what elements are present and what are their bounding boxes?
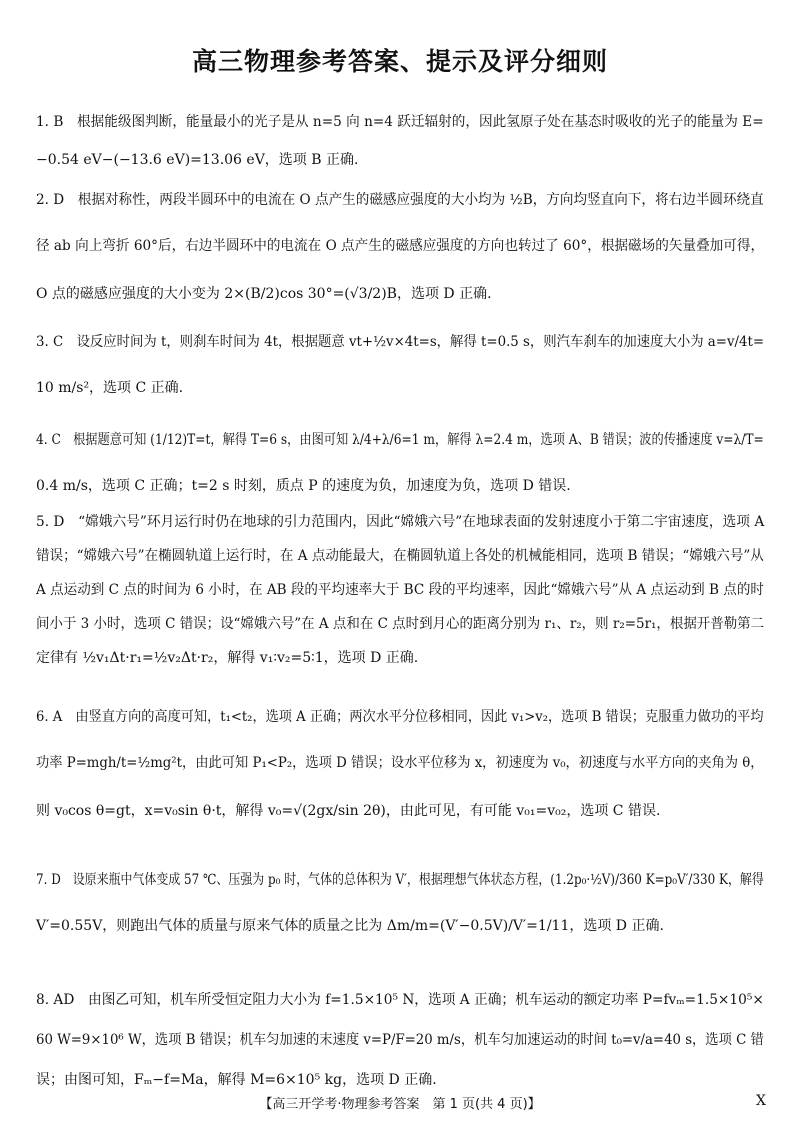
answer-line: 2. D 根据对称性，两段半圆环中的电流在 O 点产生的磁感应强度的大小均为 ½B，方向均竖直向下，将右边半圆环绕直 (36, 192, 764, 208)
answer-line: 5. D “嫦娥六号”环月运行时仍在地球的引力范围内，因此“嫦娥六号”在地球表面的发射速度小于第二宇宙速度，选项 A (36, 514, 765, 530)
answer-line: 6. A 由竖直方向的高度可知，t₁<t₂，选项 A 正确；两次水平分位移相同，因此 v₁>v₂，选项 B 错误；克服重力做功的平均 (36, 709, 764, 725)
page-title: 高三物理参考答案、提示及评分细则 (191, 47, 608, 76)
answer-line: 误；由图可知，Fₘ−f=Ma，解得 M=6×10⁵ kg，选项 D 正确. (36, 1072, 437, 1088)
answer-item (36, 190, 764, 306)
answer-item (36, 430, 764, 498)
answer-item (36, 112, 764, 172)
answer-item (36, 870, 764, 938)
answer-line: 7. D 设原来瓶中气体变成 57 ℃、压强为 p₀ 时，气体的总体积为 V′，根据理想气体状态方程，(1.2p₀·½V)/360 K=p₀V′/330 K，解得 (36, 872, 764, 888)
answer-line: 3. C 设反应时间为 t，则刹车时间为 4t，根据题意 vt+½v×4t=s，解得 t=0.5 s，则汽车刹车的加速度大小为 a=v/4t= (36, 334, 765, 350)
answer-line: A 点运动到 C 点的时间为 6 小时，在 AB 段的平均速率大于 BC 段的平均速率，因此“嫦娥六号”从 A 点运动到 B 点的时 (36, 582, 764, 598)
answer-line: 径 ab 向上弯折 60°后，右边半圆环中的电流在 O 点产生的磁感应强度的方向也转过了 60°，根据磁场的矢量叠加可得， (36, 238, 765, 254)
answer-item (36, 707, 764, 823)
answer-line: 60 W=9×10⁶ W，选项 B 错误；机车匀加速的末速度 v=P/F=20 m/s，机车匀加速运动的时间 t₀=v/a=40 s，选项 C 错 (36, 1032, 764, 1048)
answer-line: O 点的磁感应强度的大小变为 2×(B/2)cos 30°=(√3/2)B，选项 D 正确. (36, 286, 492, 302)
answer-line: 8. AD 由图乙可知，机车所受恒定阻力大小为 f=1.5×10⁵ N，选项 A 正确；机车运动的额定功率 P=fvₘ=1.5×10⁵× (36, 992, 764, 1008)
answer-line: 1. B 根据能级图判断，能量最小的光子是从 n=5 向 n=4 跃迁辐射的，因此氢原子处在基态时吸收的光子的能量为 E= (36, 114, 764, 130)
answer-line: 功率 P=mgh/t=½mg²t，由此可知 P₁<P₂，选项 D 错误；设水平位移为 x，初速度为 v₀，初速度与水平方向的夹角为 θ， (36, 755, 764, 771)
answer-item (36, 990, 764, 1092)
answer-line: 间小于 3 小时，选项 C 错误；设“嫦娥六号”在 A 点和在 C 点时到月心的距离分别为 r₁、r₂，则 r₂=5r₁，根据开普勒第二 (36, 616, 765, 632)
answer-line: V′=0.55V，则跑出气体的质量与原来气体的质量之比为 Δm/m=(V′−0.5V)/V′=1/11，选项 D 正确. (36, 918, 664, 934)
answer-line: 10 m/s²，选项 C 正确. (36, 380, 184, 396)
answer-line: −0.54 eV−(−13.6 eV)=13.06 eV，选项 B 正确. (36, 152, 359, 168)
answer-item (36, 512, 764, 670)
answer-line: 定律有 ½v₁Δt·r₁=½v₂Δt·r₂，解得 v₁∶v₂=5∶1，选项 D 正确. (36, 650, 419, 666)
corner-mark: X (756, 1093, 766, 1109)
answer-line: 0.4 m/s，选项 C 正确；t=2 s 时刻，质点 P 的速度为负，加速度为负，选项 D 错误. (36, 478, 571, 494)
answer-item (36, 332, 764, 400)
answer-line: 则 v₀cos θ=gt，x=v₀sin θ·t，解得 v₀=√(2gx/sin 2θ)，由此可见，有可能 v₀₁=v₀₂，选项 C 错误. (36, 803, 661, 819)
answer-line: 错误；“嫦娥六号”在椭圆轨道上运行时，在 A 点动能最大，在椭圆轨道上各处的机械能相同，选项 B 错误；“嫦娥六号”从 (36, 548, 764, 564)
page-footer: 【高三开学考·物理参考答案 第 1 页(共 4 页)】 (259, 1097, 541, 1112)
answer-line: 4. C 根据题意可知 (1/12)T=t，解得 T=6 s，由图可知 λ/4+λ/6=1 m，解得 λ=2.4 m，选项 A、B 错误；波的传播速度 v=λ/T= (36, 432, 764, 448)
